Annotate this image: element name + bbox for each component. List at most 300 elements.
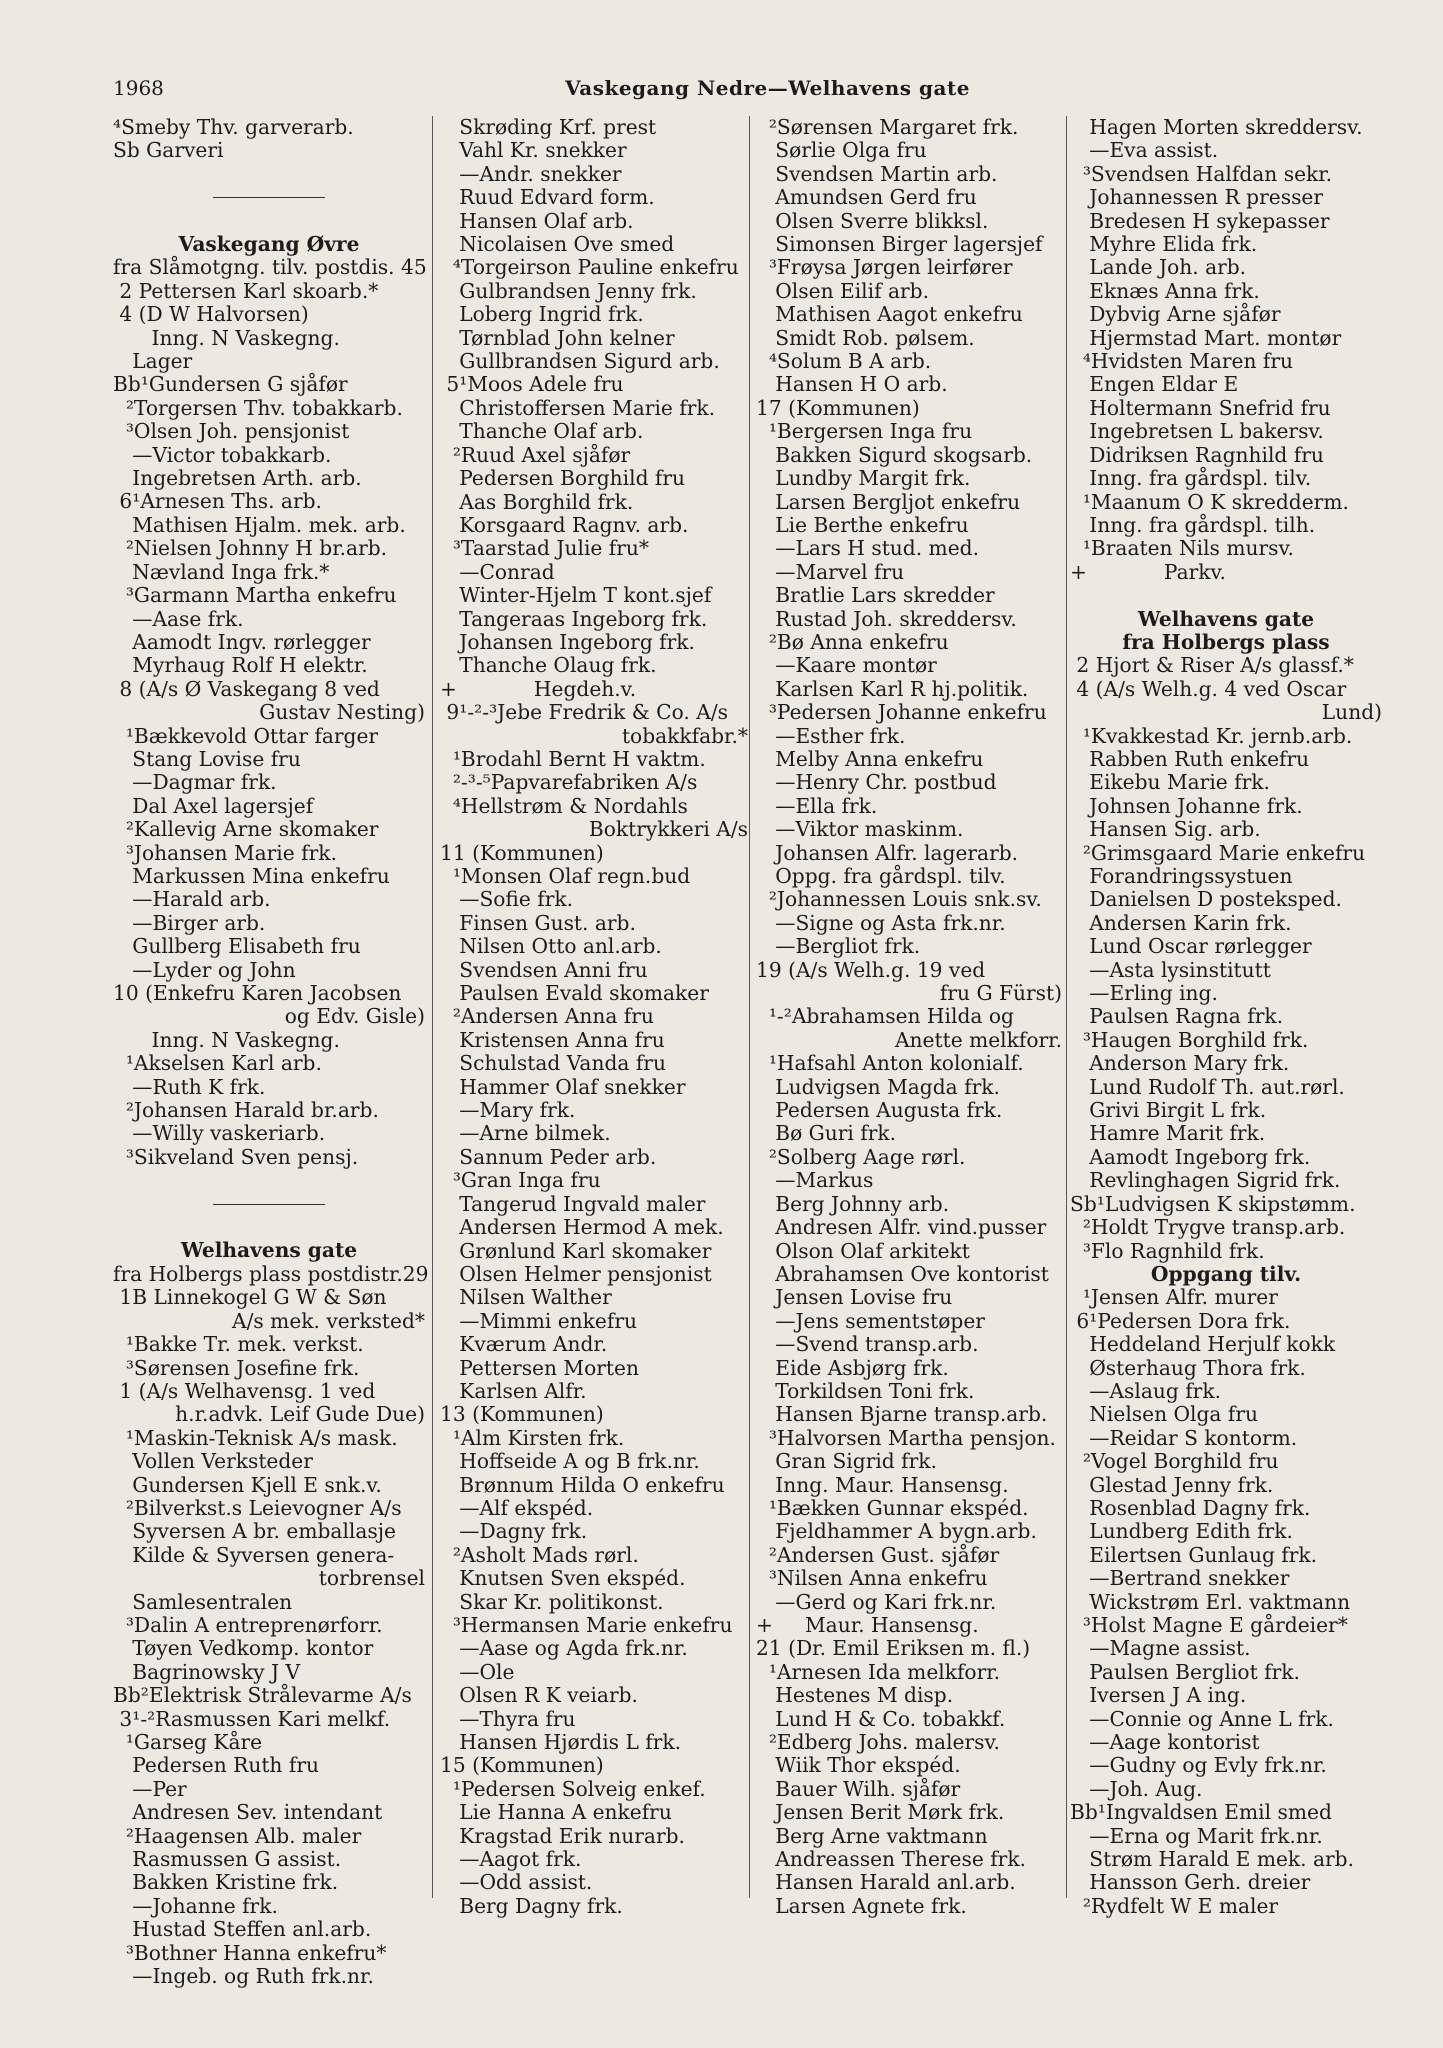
directory-entry: 3¹-²Rasmussen Kari melkf. <box>113 1706 391 1731</box>
directory-entry: Johansen Ingeborg frk. <box>440 629 695 654</box>
directory-entry: Aamodt Ingeborg frk. <box>1070 1144 1311 1169</box>
directory-entry: Thanche Olaug frk. <box>440 653 657 678</box>
directory-entry: Gulbrandsen Jenny frk. <box>440 278 697 303</box>
street-heading: Welhavens gate <box>180 1238 358 1263</box>
directory-entry: + Maur. Hansensg. <box>756 1613 979 1637</box>
directory-entry: Eikebu Marie frk. <box>1070 770 1270 795</box>
directory-entry: —Odd assist. <box>440 1870 593 1895</box>
directory-entry: Pedersen Borghild fru <box>440 466 686 491</box>
directory-entry: —Willy vaskeriarb. <box>113 1121 326 1146</box>
directory-entry: —Eva assist. <box>1070 138 1219 163</box>
directory-entry: Nicolaisen Ove smed <box>440 232 675 257</box>
directory-entry: Wiik Thor ekspéd. <box>756 1753 961 1778</box>
directory-entry: ³Hermansen Marie enkefru <box>440 1613 733 1637</box>
street-heading: Welhavens gate <box>1137 606 1315 631</box>
directory-entry: 17 (Kommunen) <box>756 395 920 420</box>
entry-continuation: Gustav Nesting) <box>259 700 425 725</box>
directory-entry: Thanche Olaf arb. <box>440 419 644 444</box>
directory-entry: Skar Kr. politikonst. <box>440 1589 664 1614</box>
directory-entry: ²Haagensen Alb. maler <box>113 1823 362 1848</box>
directory-entry: ³Sikveland Sven pensj. <box>113 1144 359 1169</box>
directory-entry: ⁴Solum B A arb. <box>756 349 932 374</box>
directory-entry: ²Sørensen Margaret frk. <box>756 115 1019 139</box>
directory-entry: 8 (A/s Ø Vaskegang 8 ved <box>113 676 380 701</box>
directory-entry: Gullberg Elisabeth fru <box>113 934 361 959</box>
directory-entry: 19 (A/s Welh.g. 19 ved <box>756 957 986 982</box>
directory-entry: ³Svendsen Halfdan sekr. <box>1070 161 1333 186</box>
directory-entry: —Harald arb. <box>113 887 271 912</box>
directory-entry: —Magne assist. <box>1070 1636 1251 1661</box>
directory-entry: —Lars H stud. med. <box>756 536 979 561</box>
directory-entry: Rabben Ruth enkefru <box>1070 746 1310 771</box>
directory-entry: ³Flo Ragnhild frk. <box>1070 1238 1265 1263</box>
directory-entry: ³Sørensen Josefine frk. <box>113 1355 360 1380</box>
directory-entry: Østerhaug Thora frk. <box>1070 1355 1306 1380</box>
directory-entry: Andresen Alfr. vind.pusser <box>756 1215 1047 1240</box>
directory-entry: ¹Braaten Nils mursv. <box>1070 536 1294 561</box>
directory-entry: 1B Linnekogel G W & Søn <box>113 1285 387 1310</box>
column-rule <box>432 116 433 1898</box>
directory-entry: Rosenblad Dagny frk. <box>1070 1495 1311 1520</box>
directory-entry: Inng. fra gårdspl. tilv. <box>1070 466 1312 491</box>
directory-entry: fra Holbergs plass postdistr.29 <box>113 1261 429 1286</box>
directory-column-2 <box>440 115 748 1918</box>
street-heading: fra Holbergs plass <box>1122 629 1330 654</box>
directory-entry: Hansen Olaf arb. <box>440 208 634 233</box>
street-heading: Vaskegang Øvre <box>178 232 360 257</box>
directory-entry: Olsen Sverre blikksl. <box>756 208 989 233</box>
directory-entry: —Alf ekspéd. <box>440 1495 594 1520</box>
directory-entry: Hansen Harald anl.arb. <box>756 1870 1016 1895</box>
directory-entry: Tangerud Ingvald maler <box>440 1191 706 1216</box>
directory-entry: Larsen Agnete frk. <box>756 1893 967 1918</box>
directory-entry: Inng. N Vaskegng. <box>113 325 340 350</box>
directory-entry: Inng. fra gårdspl. tilh. <box>1070 512 1316 537</box>
directory-entry: ²Torgersen Thv. tobakkarb. <box>113 395 403 420</box>
directory-entry: Lund Rudolf Th. aut.rørl. <box>1070 1074 1345 1099</box>
directory-entry: —Dagmar frk. <box>113 770 277 795</box>
directory-entry: —Aslaug frk. <box>1070 1378 1221 1403</box>
directory-entry: —Marvel fru <box>756 559 905 584</box>
directory-entry: Engen Eldar E <box>1070 372 1239 397</box>
directory-entry: Rustad Joh. skreddersv. <box>756 606 1017 631</box>
directory-entry: Tangeraas Ingeborg frk. <box>440 606 708 631</box>
directory-entry: —Aagot frk. <box>440 1847 582 1872</box>
directory-entry: Johannessen R presser <box>1070 185 1324 210</box>
directory-entry: Jensen Berit Mørk frk. <box>756 1800 1005 1825</box>
column-rule <box>1066 116 1067 1898</box>
directory-entry: Gundersen Kjell E snk.v. <box>113 1472 382 1497</box>
directory-entry: + Parkv. <box>1070 559 1226 584</box>
directory-entry: —Conrad <box>440 559 555 584</box>
directory-entry: ¹Alm Kirsten frk. <box>440 1425 625 1450</box>
directory-entry: Hustad Steffen anl.arb. <box>113 1917 372 1942</box>
directory-entry: 6¹Pedersen Dora frk. <box>1070 1308 1291 1333</box>
directory-entry: Myhre Elida frk. <box>1070 232 1258 257</box>
directory-entry: Lande Joh. arb. <box>1070 255 1247 280</box>
directory-entry: ²Ruud Axel sjåfør <box>440 442 631 467</box>
entry-continuation: og Edv. Gisle) <box>284 1004 425 1029</box>
directory-entry: Paulsen Bergliot frk. <box>1070 1659 1300 1684</box>
directory-entry: —Signe og Asta frk.nr. <box>756 910 1006 935</box>
directory-entry: —Per <box>113 1776 187 1801</box>
directory-entry: Aamodt Ingv. rørlegger <box>113 629 371 654</box>
directory-entry: ³Olsen Joh. pensjonist <box>113 419 350 444</box>
directory-entry: —Kaare montør <box>756 653 937 678</box>
directory-entry: 11 (Kommunen) <box>440 840 604 865</box>
directory-entry: Hoffseide A og B frk.nr. <box>440 1449 700 1474</box>
directory-entry: ³Bothner Hanna enkefru* <box>113 1940 387 1965</box>
entry-continuation: Lund) <box>1321 700 1382 725</box>
directory-entry: Pettersen Morten <box>440 1355 639 1380</box>
directory-entry: Finsen Gust. arb. <box>440 910 636 935</box>
directory-entry: Vollen Verksteder <box>113 1449 313 1474</box>
directory-entry: Samlesentralen <box>113 1589 293 1614</box>
directory-entry: Sb Garveri <box>113 138 224 163</box>
directory-entry: 2 Pettersen Karl skoarb.* <box>113 278 379 303</box>
directory-entry: —Erna og Marit frk.nr. <box>1070 1823 1323 1848</box>
directory-entry: —Bergliot frk. <box>756 934 921 959</box>
directory-entry: Ludvigsen Magda frk. <box>756 1074 1000 1099</box>
directory-entry: Skrøding Krf. prest <box>440 115 657 139</box>
entry-continuation: A/s mek. verksted* <box>232 1308 425 1333</box>
directory-entry: Lager <box>113 349 193 374</box>
directory-entry: Andersen Hermod A mek. <box>440 1215 724 1240</box>
directory-entry: Hansson Gerh. dreier <box>1070 1870 1311 1895</box>
directory-entry: Schulstad Vanda fru <box>440 1051 666 1076</box>
directory-entry: Bb²Elektrisk Strålevarme A/s <box>113 1683 412 1708</box>
directory-entry: —Thyra fru <box>440 1706 576 1731</box>
directory-column-1 <box>113 115 429 1989</box>
entry-continuation: torbrensel <box>318 1566 425 1591</box>
directory-entry: Amundsen Gerd fru <box>756 185 977 210</box>
directory-entry: —Johanne frk. <box>113 1893 278 1918</box>
directory-entry: ²Asholt Mads rørl. <box>440 1542 639 1567</box>
directory-entry: ³Holst Magne E gårdeier* <box>1070 1613 1348 1637</box>
directory-entry: Bratlie Lars skredder <box>756 583 995 608</box>
directory-entry: Torkildsen Toni frk. <box>756 1378 975 1403</box>
directory-entry: Danielsen D posteksped. <box>1070 887 1342 912</box>
directory-entry: Bredesen H sykepasser <box>1070 208 1330 233</box>
directory-entry: ¹Monsen Olaf regn.bud <box>440 864 691 888</box>
directory-entry: Sannum Peder arb. <box>440 1144 657 1169</box>
directory-entry: Syversen A br. emballasje <box>113 1519 396 1544</box>
directory-entry: Inng. Maur. Hansensg. <box>756 1472 1009 1497</box>
directory-entry: Strøm Harald E mek. arb. <box>1070 1847 1355 1872</box>
column-rule <box>749 116 750 1898</box>
directory-entry: Olsen Eilif arb. <box>756 278 930 303</box>
entry-continuation: Anette melkforr. <box>894 1027 1062 1052</box>
directory-entry: Eknæs Anna frk. <box>1070 278 1260 303</box>
directory-entry: Ingebretsen Arth. arb. <box>113 466 362 491</box>
directory-entry: Lie Berthe enkefru <box>756 512 969 537</box>
section-rule <box>113 1193 425 1216</box>
directory-entry: Holtermann Snefrid fru <box>1070 395 1331 420</box>
directory-entry: Rasmussen G assist. <box>113 1847 342 1872</box>
directory-entry: Melby Anna enkefru <box>756 746 984 771</box>
directory-entry: ²Bø Anna enkefru <box>756 629 949 654</box>
directory-entry: Simonsen Birger lagersjef <box>756 232 1043 257</box>
directory-entry: 13 (Kommunen) <box>440 1402 604 1427</box>
directory-entry: —Asta lysinstitutt <box>1070 957 1271 982</box>
blank-line <box>113 210 425 233</box>
directory-entry: Sb¹Ludvigsen K skipstømm. <box>1070 1191 1356 1216</box>
directory-entry: 4 (A/s Welh.g. 4 ved Oscar <box>1070 676 1347 701</box>
directory-entry: Mathisen Hjalm. mek. arb. <box>113 512 406 537</box>
directory-entry: —Mimmi enkefru <box>440 1308 637 1333</box>
directory-entry: Bakken Sigurd skogsarb. <box>756 442 1033 467</box>
directory-entry: Grønlund Karl skomaker <box>440 1238 712 1263</box>
directory-entry: Karlsen Karl R hj.politik. <box>756 676 1029 701</box>
directory-entry: Hammer Olaf snekker <box>440 1074 686 1099</box>
directory-entry: Hagen Morten skreddersv. <box>1070 115 1363 139</box>
directory-entry: Hestenes M disp. <box>756 1683 954 1708</box>
directory-entry: Olsen R K veiarb. <box>440 1683 638 1708</box>
directory-entry: ⁴Torgeirson Pauline enkefru <box>440 255 739 280</box>
directory-entry: ²Kallevig Arne skomaker <box>113 817 379 842</box>
directory-entry: ³Gran Inga fru <box>440 1168 601 1193</box>
directory-entry: 2 Hjort & Riser A/s glassf.* <box>1070 653 1354 678</box>
directory-entry: Johnsen Johanne frk. <box>1070 793 1303 818</box>
directory-entry: Grivi Birgit L frk. <box>1070 1098 1267 1123</box>
directory-entry: ²Grimsgaard Marie enkefru <box>1070 840 1366 865</box>
directory-entry: ⁴Hvidsten Maren fru <box>1070 349 1293 374</box>
directory-entry: + Hegdeh.v. <box>440 676 637 701</box>
directory-entry: ¹Maanum O K skredderm. <box>1070 489 1349 514</box>
directory-entry: Olson Olaf arkitekt <box>756 1238 970 1263</box>
directory-entry: ¹Hafsahl Anton kolonialf. <box>756 1051 1024 1076</box>
entry-continuation: fru G Fürst) <box>939 981 1062 1006</box>
directory-entry: Revlinghagen Sigrid frk. <box>1070 1168 1341 1193</box>
page-number: 1968 <box>113 76 164 100</box>
directory-entry: Abrahamsen Ove kontorist <box>756 1261 1049 1286</box>
directory-entry: Ruud Edvard form. <box>440 185 655 210</box>
directory-entry: Didriksen Ragnhild fru <box>1070 442 1324 467</box>
directory-entry: Eilertsen Gunlaug frk. <box>1070 1542 1318 1567</box>
directory-entry: Berg Dagny frk. <box>440 1893 623 1918</box>
directory-entry: —Arne bilmek. <box>440 1121 611 1146</box>
directory-entry: —Jens sementstøper <box>756 1308 985 1333</box>
directory-entry: 1 (A/s Welhavensg. 1 ved <box>113 1378 376 1403</box>
directory-entry: ³Nilsen Anna enkefru <box>756 1566 988 1591</box>
directory-entry: Ingebretsen L bakersv. <box>1070 419 1324 444</box>
directory-entry: Knutsen Sven ekspéd. <box>440 1566 686 1591</box>
directory-entry: Markussen Mina enkefru <box>113 863 390 888</box>
directory-entry: Hansen H O arb. <box>756 372 948 397</box>
directory-entry: Berg Arne vaktmann <box>756 1823 988 1848</box>
directory-entry: Glestad Jenny frk. <box>1070 1472 1274 1497</box>
directory-entry: ⁴Hellstrøm & Nordahls <box>440 793 688 818</box>
directory-entry: —Gerd og Kari frk.nr. <box>756 1589 997 1614</box>
directory-entry: Bb¹Ingvaldsen Emil smed <box>1070 1800 1332 1825</box>
directory-entry: ²Vogel Borghild fru <box>1070 1449 1279 1474</box>
directory-entry: —Bertrand snekker <box>1070 1566 1290 1591</box>
directory-entry: Bauer Wilh. sjåfør <box>756 1776 961 1801</box>
directory-entry: ²Nielsen Johnny H br.arb. <box>113 536 388 561</box>
directory-entry: Oppg. fra gårdspl. tilv. <box>756 864 1006 888</box>
directory-entry: —Erling ing. <box>1070 981 1218 1006</box>
directory-entry: —Lyder og John <box>113 957 296 982</box>
directory-entry: 21 (Dr. Emil Eriksen m. fl.) <box>756 1636 1031 1661</box>
directory-entry: —Victor tobakkarb. <box>113 442 332 467</box>
directory-entry: ³Frøysa Jørgen leirfører <box>756 255 1013 280</box>
directory-entry: 10 (Enkefru Karen Jacobsen <box>113 981 402 1006</box>
directory-entry: —Dagny frk. <box>440 1519 588 1544</box>
directory-entry: Forandringssystuen <box>1070 864 1293 888</box>
directory-entry: Hamre Marit frk. <box>1070 1121 1266 1146</box>
directory-entry: Gullbrandsen Sigurd arb. <box>440 349 720 374</box>
directory-entry: Sørlie Olga fru <box>756 138 927 163</box>
directory-entry: Korsgaard Ragnv. arb. <box>440 512 689 537</box>
directory-entry: Bø Guri frk. <box>756 1121 897 1146</box>
directory-entry: ³Dalin A entreprenørforr. <box>113 1612 383 1637</box>
directory-entry: Hansen Sig. arb. <box>1070 817 1261 842</box>
directory-entry: ¹-²Abrahamsen Hilda og <box>756 1004 1014 1029</box>
directory-entry: ⁴Smeby Thv. garverarb. <box>113 115 354 139</box>
directory-entry: ¹Bækken Gunnar ekspéd. <box>756 1495 1029 1520</box>
running-head: Vaskegang Nedre—Welhavens gate <box>565 76 970 100</box>
directory-entry: Karlsen Alfr. <box>440 1378 587 1403</box>
directory-entry: Kilde & Syversen genera- <box>113 1542 395 1567</box>
directory-entry: ²Andersen Gust. sjåfør <box>756 1542 1000 1567</box>
directory-entry: —Esther frk. <box>756 723 906 748</box>
blank-line <box>113 1169 425 1192</box>
directory-entry: Kragstad Erik nurarb. <box>440 1823 685 1848</box>
directory-entry: —Ingeb. og Ruth frk.nr. <box>113 1964 374 1989</box>
directory-entry: —Reidar S kontorm. <box>1070 1425 1298 1450</box>
directory-entry: Iversen J A ing. <box>1070 1683 1247 1708</box>
directory-entry: Inng. N Vaskegng. <box>113 1027 340 1052</box>
directory-entry: Andreassen Therese frk. <box>756 1847 1026 1872</box>
directory-entry: —Joh. Aug. <box>1070 1776 1203 1801</box>
directory-entry: ¹Arnesen Ida melkforr. <box>756 1659 1001 1684</box>
directory-entry: ³Taarstad Julie fru* <box>440 536 649 561</box>
directory-entry: ¹Maskin-Teknisk A/s mask. <box>113 1425 398 1450</box>
directory-entry: Heddeland Herjulf kokk <box>1070 1332 1336 1357</box>
directory-entry: —Sofie frk. <box>440 887 574 912</box>
directory-entry: ³Garmann Martha enkefru <box>113 583 397 608</box>
directory-entry: —Ella frk. <box>756 793 878 818</box>
entry-continuation: h.r.advk. Leif Gude Due) <box>175 1402 425 1427</box>
directory-entry: 9¹-²-³Jebe Fredrik & Co. A/s <box>440 700 728 725</box>
directory-entry: —Ole <box>440 1659 515 1684</box>
directory-entry: Fjeldhammer A bygn.arb. <box>756 1519 1037 1544</box>
directory-entry: Eide Asbjørg frk. <box>756 1355 949 1380</box>
directory-entry: Kristensen Anna fru <box>440 1027 665 1052</box>
directory-entry: Tørnblad John kelner <box>440 325 675 350</box>
directory-entry: Mathisen Aagot enkefru <box>756 302 1023 327</box>
entry-continuation: tobakkfabr.* <box>621 723 748 748</box>
directory-entry: ¹Pedersen Solveig enkef. <box>440 1776 706 1801</box>
directory-entry: ¹Brodahl Bernt H vaktm. <box>440 746 706 771</box>
entry-continuation: Boktrykkeri A/s <box>588 817 748 842</box>
directory-entry: Hansen Hjørdis L frk. <box>440 1730 682 1755</box>
directory-entry: —Ruth K frk. <box>113 1074 266 1099</box>
directory-entry: —Gudny og Evly frk.nr. <box>1070 1753 1327 1778</box>
directory-entry: Jensen Lovise fru <box>756 1285 953 1310</box>
directory-entry: Lundby Margit frk. <box>756 466 971 491</box>
directory-entry: Stang Lovise fru <box>113 746 301 771</box>
blank-line <box>113 1216 425 1239</box>
directory-entry: Lund H & Co. tobakkf. <box>756 1706 1006 1731</box>
directory-entry: Nævland Inga frk.* <box>113 559 330 584</box>
directory-entry: Dal Axel lagersjef <box>113 793 314 818</box>
directory-entry: Smidt Rob. pølsem. <box>756 325 975 350</box>
directory-entry: 5¹Moos Adele fru <box>440 372 624 397</box>
directory-column-4 <box>1070 115 1382 1918</box>
directory-entry: ¹Jensen Alfr. murer <box>1070 1285 1278 1310</box>
directory-entry: —Henry Chr. postbud <box>756 770 997 795</box>
directory-entry: Nielsen Olga fru <box>1070 1402 1259 1427</box>
directory-entry: —Viktor maskinm. <box>756 817 964 842</box>
directory-column-3 <box>756 115 1062 1918</box>
directory-entry: —Markus <box>756 1168 874 1193</box>
directory-entry: Nilsen Walther <box>440 1285 612 1310</box>
directory-entry: Loberg Ingrid frk. <box>440 302 644 327</box>
directory-entry: ²Edberg Johs. malersv. <box>756 1730 1000 1755</box>
directory-entry: Myrhaug Rolf H elektr. <box>113 653 368 678</box>
blank-line <box>1070 584 1382 607</box>
directory-entry: Andresen Sev. intendant <box>113 1800 383 1825</box>
directory-entry: ²Bilverkst.s Leievogner A/s <box>113 1495 402 1520</box>
street-heading: Oppgang tilv. <box>1150 1261 1302 1286</box>
directory-entry: ³Johansen Marie frk. <box>113 840 337 865</box>
directory-entry: 15 (Kommunen) <box>440 1753 604 1778</box>
directory-entry: —Aase og Agda frk.nr. <box>440 1636 688 1661</box>
directory-entry: ³Haugen Borghild frk. <box>1070 1027 1309 1052</box>
directory-entry: Paulsen Evald skomaker <box>440 981 709 1006</box>
directory-entry: Lie Hanna A enkefru <box>440 1800 672 1825</box>
directory-entry: ¹Bergersen Inga fru <box>756 419 973 444</box>
directory-entry: Pedersen Ruth fru <box>113 1753 319 1778</box>
directory-entry: Tøyen Vedkomp. kontor <box>113 1636 374 1661</box>
directory-entry: Winter-Hjelm T kont.sjef <box>440 583 712 608</box>
directory-entry: —Birger arb. <box>113 910 266 935</box>
directory-entry: Lund Oscar rørlegger <box>1070 934 1312 959</box>
section-rule <box>113 186 425 209</box>
directory-entry: ²Andersen Anna fru <box>440 1004 654 1029</box>
directory-entry: —Andr. snekker <box>440 161 622 186</box>
directory-entry: Olsen Helmer pensjonist <box>440 1261 712 1286</box>
directory-entry: Gran Sigrid frk. <box>756 1449 937 1474</box>
directory-entry: Dybvig Arne sjåfør <box>1070 302 1281 327</box>
directory-entry: Bb¹Gundersen G sjåfør <box>113 372 348 397</box>
directory-entry: Johansen Alfr. lagerarb. <box>756 840 1019 865</box>
directory-entry: ¹Garseg Kåre <box>113 1730 263 1754</box>
directory-entry: ¹Bækkevold Ottar farger <box>113 723 379 748</box>
directory-entry: Larsen Bergljot enkefru <box>756 489 1021 514</box>
directory-entry: Bakken Kristine frk. <box>113 1870 339 1895</box>
directory-entry: Svendsen Anni fru <box>440 957 648 982</box>
directory-entry: Paulsen Ragna frk. <box>1070 1004 1283 1029</box>
directory-entry: ²Holdt Trygve transp.arb. <box>1070 1215 1346 1240</box>
directory-entry: Aas Borghild frk. <box>440 489 634 514</box>
directory-entry: —Connie og Anne L frk. <box>1070 1706 1334 1731</box>
directory-entry: ³Pedersen Johanne enkefru <box>756 700 1047 725</box>
directory-entry: 4 (D W Halvorsen) <box>113 302 309 327</box>
directory-entry: Christoffersen Marie frk. <box>440 395 716 420</box>
directory-entry: 6¹Arnesen Ths. arb. <box>113 489 322 514</box>
directory-entry: fra Slåmotgng. tilv. postdis. 45 <box>113 255 427 280</box>
directory-entry: Wickstrøm Erl. vaktmann <box>1070 1589 1351 1614</box>
directory-entry: ²-³-⁵Papvarefabriken A/s <box>440 770 698 795</box>
directory-entry: ¹Akselsen Karl arb. <box>113 1051 322 1076</box>
directory-entry: —Mary frk. <box>440 1098 576 1123</box>
directory-entry: —Aase frk. <box>113 606 244 631</box>
directory-entry: Lundberg Edith frk. <box>1070 1519 1293 1544</box>
directory-entry: ³Halvorsen Martha pensjon. <box>756 1425 1056 1450</box>
directory-entry: ²Johansen Harald br.arb. <box>113 1098 379 1123</box>
